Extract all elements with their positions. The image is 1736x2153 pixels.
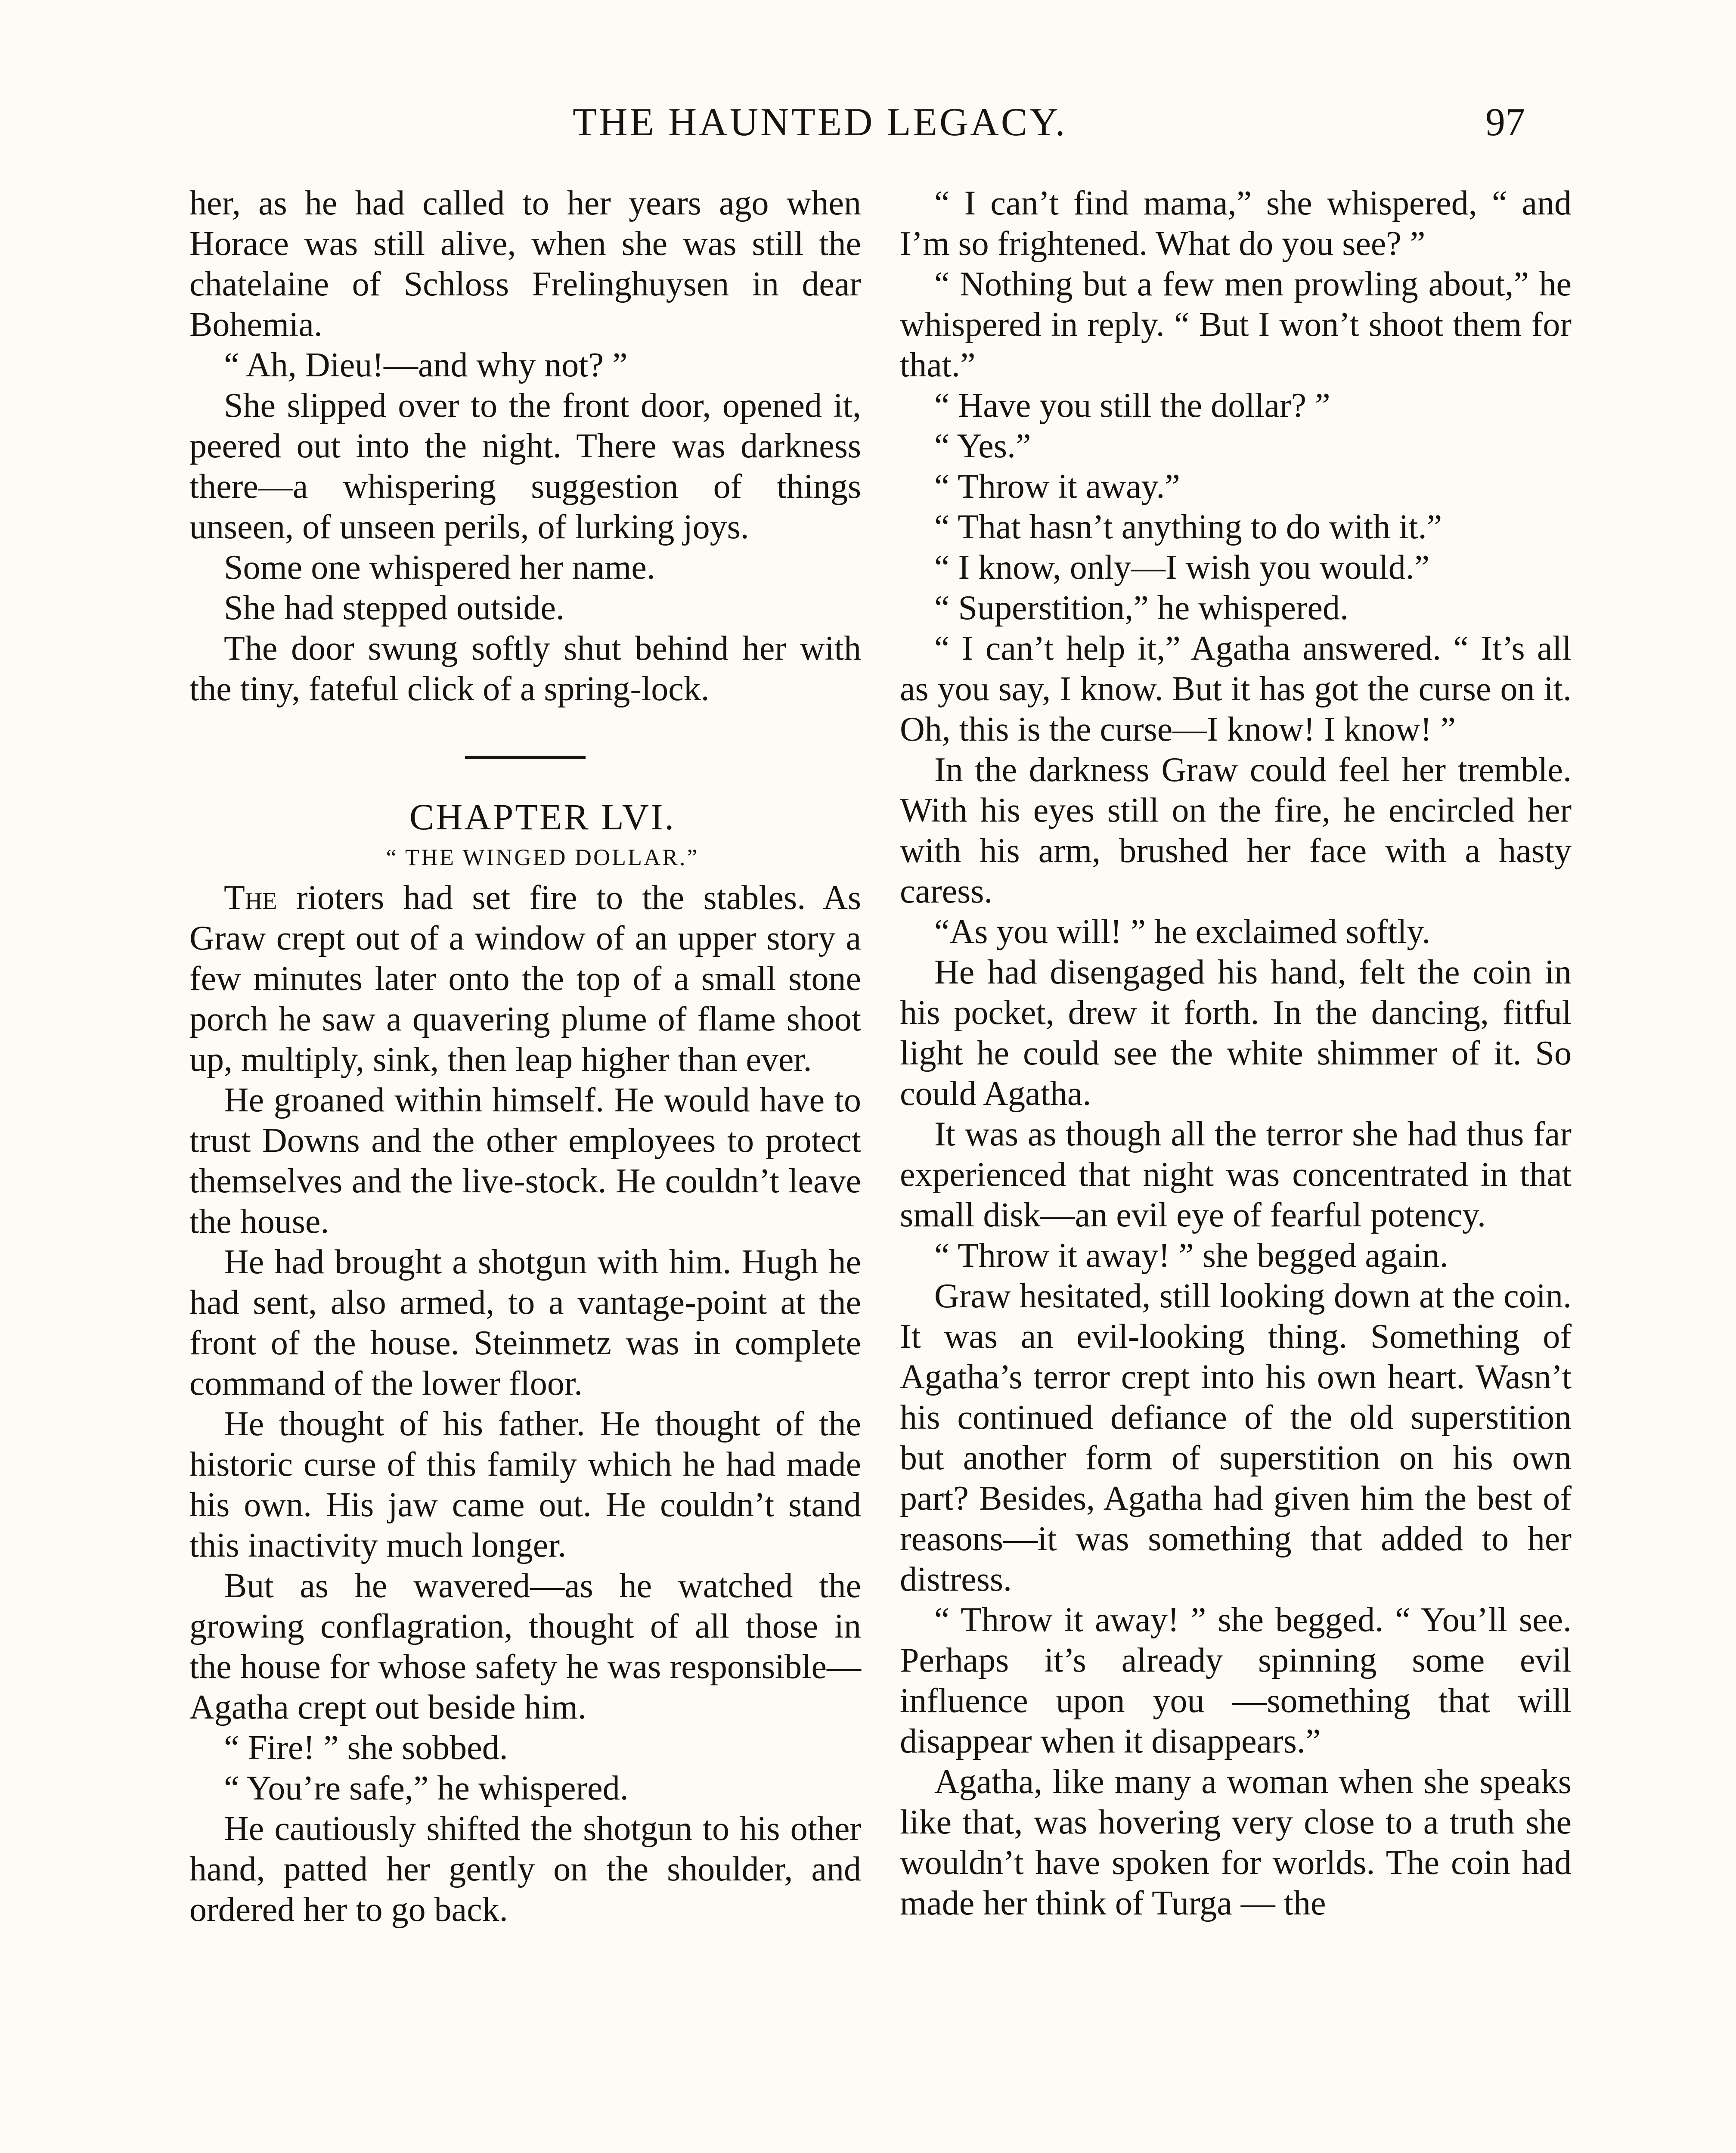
paragraph: He groaned within himself. He would have to trust Downs and the other employees to protect themselves and the live-stock. He couldn’t leave the house. — [189, 1081, 861, 1241]
paragraph: He had brought a shotgun with him. Hugh he had sent, also armed, to a vantage-point at the front of the house. Steinmetz was in complete command of the lower floor. — [189, 1243, 861, 1402]
right-column — [900, 183, 1572, 1923]
section-divider — [465, 756, 586, 759]
paragraph: “ Fire! ” she sobbed. — [224, 1729, 508, 1767]
paragraph: “ I can’t help it,” Agatha answered. “ It’s all as you say, I know. But it has got the curse on it. Oh, this is the curse—I know! I know! ” — [900, 630, 1572, 748]
chapter-title: CHAPTER LVI. — [409, 796, 676, 838]
paragraph: “ Nothing but a few men prowling about,” he whispered in reply. “ But I won’t shoot them for that.” — [900, 265, 1572, 384]
paragraph: “ Ah, Dieu!—and why not? ” — [224, 346, 628, 384]
paragraph: “ Throw it away! ” she begged. “ You’ll see. Perhaps it’s already spinning some evil influence upon you —something that will disappear when it disappears.” — [900, 1601, 1572, 1760]
paragraph: He thought of his father. He thought of the historic curse of this family which he had made his own. His jaw came out. He couldn’t stand this inactivity much longer. — [189, 1405, 861, 1564]
paragraph: Agatha, like many a woman when she speaks like that, was hovering very close to a truth she wouldn’t have spoken for worlds. The coin had made her think of Turga — the — [900, 1763, 1572, 1922]
paragraph: But as he wavered—as he watched the growing conflagration, thought of all those in the house for whose safety he was responsible—Agatha crept out beside him. — [189, 1567, 861, 1726]
paragraph: “ I can’t find mama,” she whispered, “ and I’m so frightened. What do you see? ” — [900, 184, 1572, 263]
paragraph: “ That hasn’t anything to do with it.” — [934, 508, 1442, 546]
chapter-subtitle: “ THE WINGED DOLLAR.” — [386, 844, 699, 870]
left-column — [189, 183, 861, 1930]
paragraph: The door swung softly shut behind her with the tiny, fateful click of a spring-lock. — [189, 630, 861, 708]
paragraph: “ Have you still the dollar? ” — [934, 387, 1330, 425]
running-head — [0, 99, 1736, 159]
paragraph: He had disengaged his hand, felt the coin in his pocket, drew it forth. In the dancing, fitful light he could see the white shimmer of it. So could Agatha. — [900, 953, 1572, 1113]
paragraph: “ Throw it away.” — [934, 468, 1180, 506]
chapter-opening-word: The — [224, 879, 277, 917]
paragraph: “As you will! ” he exclaimed softly. — [934, 913, 1431, 951]
paragraph: “ Superstition,” he whispered. — [934, 589, 1348, 627]
paragraph: It was as though all the terror she had thus far experienced that night was concentrated in that small disk—an evil eye of fearful potency. — [900, 1115, 1572, 1234]
paragraph: “ I know, only—I wish you would.” — [934, 549, 1430, 586]
paragraph: “ You’re safe,” he whispered. — [224, 1769, 629, 1807]
paragraph: “ Yes.” — [934, 427, 1031, 465]
page-number: 97 — [1485, 100, 1525, 144]
paragraph: her, as he had called to her years ago when Horace was still alive, when she was still the chatelaine of Schloss Frelinghuysen in dear Bohemia. — [189, 184, 861, 344]
paragraph: Some one whispered her name. — [224, 549, 655, 586]
chapter-opening-text: rioters had set fire to the stables. As Graw crept out of a window of an upper story a few minutes later onto the top of a small stone porch he saw a quavering plume of flame shoot up, multiply, sink, then leap higher than ever. — [189, 879, 861, 1079]
paragraph: He cautiously shifted the shotgun to his other hand, patted her gently on the shoulder, and ordered her to go back. — [189, 1810, 861, 1929]
paragraph: In the darkness Graw could feel her tremble. With his eyes still on the fire, he encircled her with his arm, brushed her face with a hasty caress. — [900, 751, 1572, 910]
paragraph: She slipped over to the front door, opened it, peered out into the night. There was darkness there—a whispering suggestion of things unseen, of unseen perils, of lurking joys. — [189, 387, 861, 546]
chapter-opening-paragraph — [189, 878, 861, 1080]
paragraph: “ Throw it away! ” she begged again. — [934, 1237, 1448, 1275]
paragraph: She had stepped outside. — [224, 589, 564, 627]
paragraph: Graw hesitated, still looking down at the coin. It was an evil-looking thing. Something of Agatha’s terror crept into his own heart. Wasn’t his continued defiance of the old superstition but another form of superstition on his own part? Besides, Agatha had given him the best of reasons—it was something that added to her distress. — [900, 1277, 1572, 1598]
running-title: THE HAUNTED LEGACY. — [573, 100, 1067, 144]
